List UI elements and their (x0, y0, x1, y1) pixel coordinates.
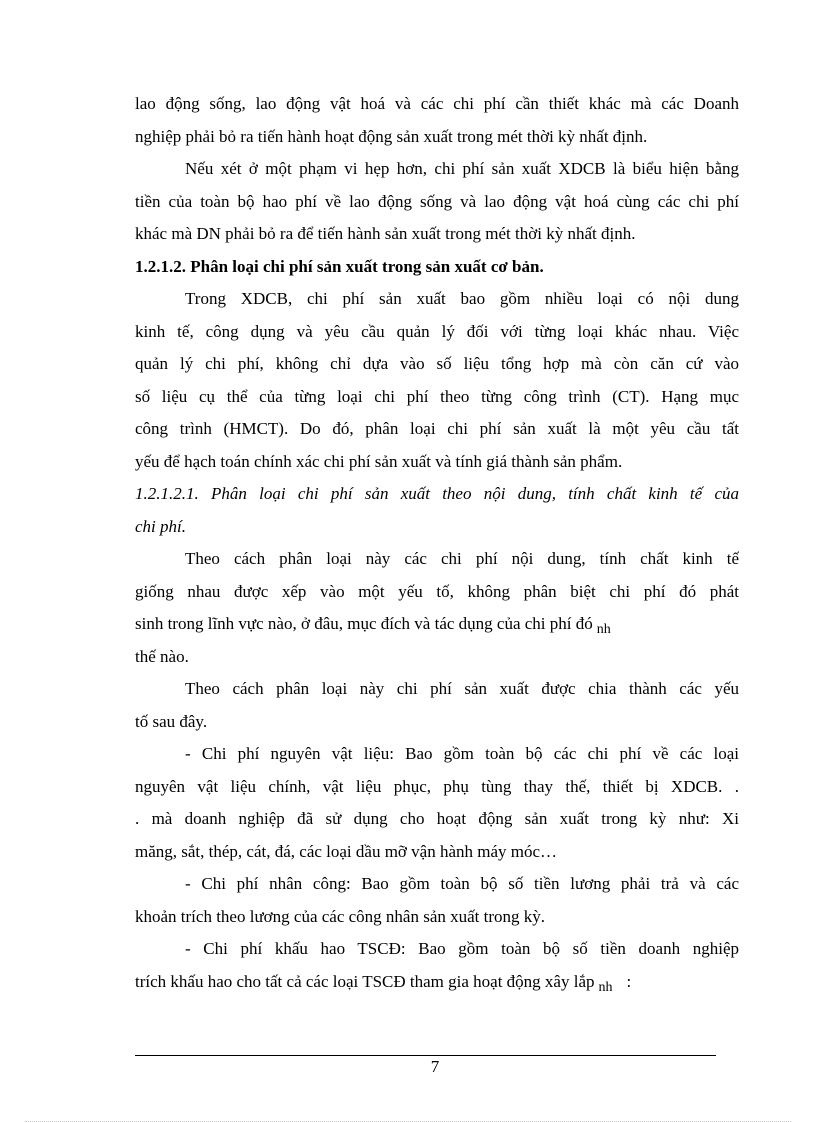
paragraph-line: tiền của toàn bộ hao phí về lao động sống và lao động vật hoá cùng các chi phí (135, 191, 739, 211)
paragraph-line: Theo cách phân loại này chi phí sản xuất được chia thành các yếu (185, 679, 739, 698)
paragraph-line: số liệu cụ thể của từng loại chi phí theo từng công trình (CT). Hạng mục (135, 386, 739, 406)
paragraph-line: - Chi phí khấu hao TSCĐ: Bao gồm toàn bộ số tiền doanh nghiệp (185, 939, 739, 958)
paragraph-line: công trình (HMCT). Do đó, phân loại chi phí sản xuất là một yêu cầu tất (135, 419, 739, 438)
paragraph-line: khác mà DN phải bỏ ra để tiến hành sản xuất trong mét thời kỳ nhất định. (135, 224, 636, 243)
paragraph-line (135, 966, 739, 999)
paragraph-line: măng, sắt, thép, cát, đá, các loại dầu mỡ vận hành máy móc… (135, 841, 558, 861)
paragraph-line: Trong XDCB, chi phí sản xuất bao gồm nhiều loại có nội dung (185, 289, 739, 308)
paragraph-line: kinh tế, công dụng và yêu cầu quản lý đối với từng loại khác nhau. Việc (135, 321, 739, 341)
paragraph-line: thế nào. (135, 646, 189, 666)
paragraph-line: - Chi phí nhân công: Bao gồm toàn bộ số tiền lương phải trả và các (185, 874, 739, 893)
paragraph-line (135, 608, 739, 641)
trailing-colon: : (626, 971, 632, 991)
paragraph-line: - Chi phí nguyên vật liệu: Bao gồm toàn bộ các chi phí về các loại (185, 744, 739, 763)
paragraph-line: giống nhau được xếp vào một yếu tố, không phân biệt chi phí đó phát (135, 581, 739, 601)
page-bottom-border (25, 1121, 791, 1122)
paragraph-line: Nếu xét ở một phạm vi hẹp hơn, chi phí sản xuất XDCB là biểu hiện bằng (185, 159, 739, 178)
paragraph-line: nghiệp phải bỏ ra tiến hành hoạt động sản xuất trong mét thời kỳ nhất định. (135, 126, 648, 146)
stray-fragment: nh (596, 622, 611, 637)
page-number: 7 (430, 1057, 440, 1076)
line-text: sinh trong lĩnh vực nào, ở đâu, mục đích và tác dụng của chi phí đó (135, 614, 593, 633)
line-text: trích khấu hao cho tất cả các loại TSCĐ tham gia hoạt động xây lắp (135, 971, 595, 991)
paragraph-line: quản lý chi phí, không chỉ dựa vào số liệu tổng hợp mà còn căn cứ vào (135, 354, 739, 373)
paragraph-line: khoản trích theo lương của các công nhân sản xuất trong kỳ. (135, 906, 546, 926)
subsection-heading: 1.2.1.2.1. Phân loại chi phí sản xuất theo nội dung, tính chất kinh tế của (135, 484, 739, 503)
paragraph-line: Theo cách phân loại này các chi phí nội dung, tính chất kinh tế (185, 549, 739, 568)
subsection-heading: chi phí. (135, 516, 186, 536)
stray-fragment: nh (598, 979, 613, 995)
paragraph-line: lao động sống, lao động vật hoá và các chi phí cần thiết khác mà các Doanh (135, 94, 739, 113)
paragraph-line: yếu để hạch toán chính xác chi phí sản xuất và tính giá thành sản phẩm. (135, 451, 623, 471)
paragraph-line: tố sau đây. (135, 711, 208, 731)
paragraph-line: . mà doanh nghiệp đã sử dụng cho hoạt động sản xuất trong kỳ như: Xi (135, 809, 739, 828)
footer-rule (135, 1055, 716, 1056)
paragraph-line: nguyên vật liệu chính, vật liệu phục, phụ tùng thay thế, thiết bị XDCB. . (135, 776, 739, 796)
section-heading: 1.2.1.2. Phân loại chi phí sản xuất trong sản xuất cơ bản. (135, 256, 544, 276)
page-body (135, 88, 739, 998)
